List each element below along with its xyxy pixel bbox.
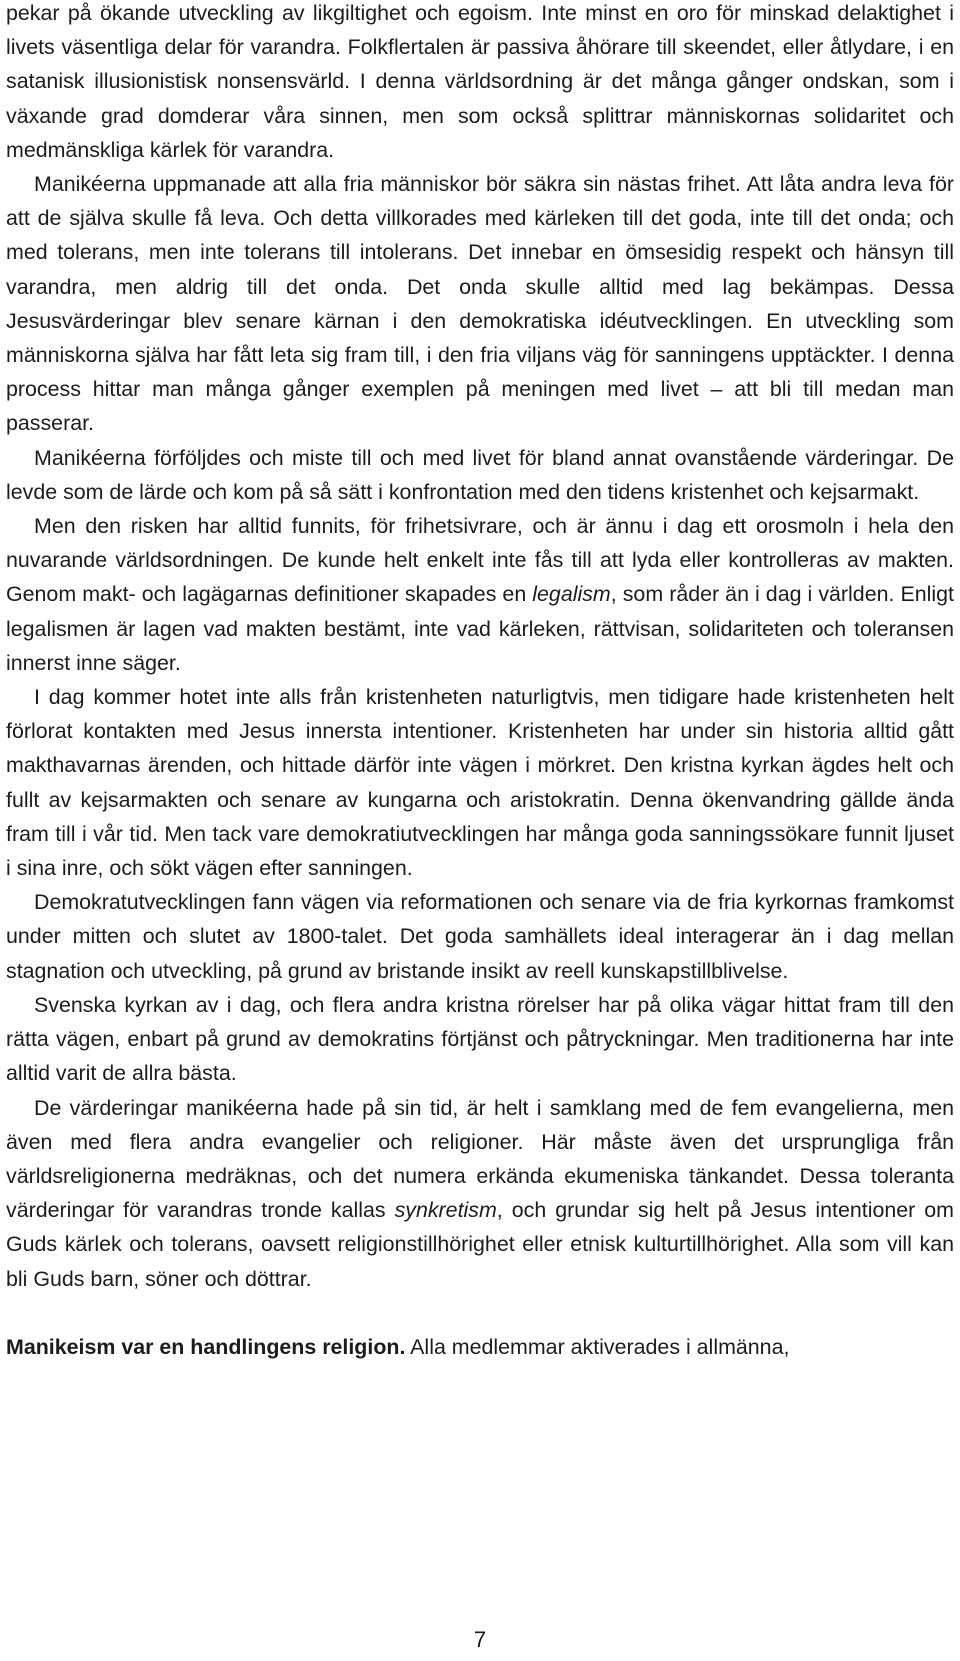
paragraph-3-text: Manikéerna förföljdes och miste till och med livet för bland annat ovanstående värderingar. De levde som de lärde och kom på så sätt i konfrontation med den tidens kristenhet och kejsarmakt. — [6, 445, 954, 504]
paragraph-4-emphasis: legalism — [532, 582, 611, 607]
document-page — [6, 0, 954, 1364]
paragraph-8-text-after: , och grundar sig helt på Jesus intentioner om Guds kärlek och tolerans, oavsett religionstillhörighet eller etnisk kulturtillhörighet. Alla som vill kan bli Guds barn, söner och döttrar. — [6, 1198, 954, 1291]
paragraph-8 — [6, 1091, 954, 1296]
paragraph-3 — [6, 441, 954, 509]
paragraph-4-text-before: Men den risken har alltid funnits, för frihetsivrare, och är ännu i dag ett orosmoln i hela den nuvarande världsordningen. De kunde helt enkelt inte fås till att lyda eller kontrolleras av makten. Genom makt- och lagägarnas definitioner skapades en — [6, 514, 954, 607]
page-number: 7 — [473, 1627, 487, 1652]
paragraph-6 — [6, 885, 954, 988]
paragraph-8-text-before: De värderingar manikéerna hade på sin tid, är helt i samklang med de fem evangelierna, men även med flera andra evangelier och religioner. Här måste även det ursprungliga från världsreligionerna medräknas, och det numera erkända ekumeniska tänkandet. Dessa toleranta värderingar för varandras tronde kallas — [6, 1095, 954, 1223]
paragraph-9-text-after: Alla medlemmar aktiverades i allmänna, — [405, 1334, 790, 1359]
paragraph-1-text: pekar på ökande utveckling av likgiltighet och egoism. Inte minst en oro för minskad delaktighet i livets väsentliga delar för varandra. Folkflertalen är passiva åhörare till skeendet, eller åtlydare, i en satanisk illusionistisk nonsensvärld. I denna världsordning är det många gånger ondskan, som i växande grad domderar våra sinnen, men som också splittrar människornas solidaritet och medmänskliga kärlek för varandra. — [6, 1, 954, 162]
paragraph-2-text: Manikéerna uppmanade att alla fria människor bör säkra sin nästas frihet. Att låta andra leva för att de själva skulle få leva. Och detta villkorades med kärleken till det goda, inte till det onda; och med tolerans, men inte tolerans till intolerans. Det innebar en ömsesidig respekt och hänsyn till varandra, men aldrig till det onda. Det onda skulle alltid med lag bekämpas. Dessa Jesusvärderingar blev senare kärnan i den demokratiska idéutvecklingen. En utveckling som människorna själva har fått leta sig fram till, i den fria viljans väg för sanningens upptäckter. I denna process hittar man många gånger exemplen på meningen med livet – att bli till medan man passerar. — [6, 172, 954, 436]
paragraph-6-text: Demokratutvecklingen fann vägen via reformationen och senare via de fria kyrkornas framkomst under mitten och slutet av 1800-talet. Det goda samhällets ideal interagerar än i dag mellan stagnation och utveckling, på grund av bristande insikt av reell kunskapstillblivelse. — [6, 890, 954, 983]
paragraph-4 — [6, 509, 954, 680]
paragraph-9-lead-in: Manikeism var en handlingens religion. — [6, 1334, 406, 1359]
paragraph-5 — [6, 680, 954, 885]
paragraph-5-text: I dag kommer hotet inte alls från kristenheten naturligtvis, men tidigare hade kristenheten helt förlorat kontakten med Jesus innersta intentioner. Kristenheten har under sin historia alltid gått makthavarnas ärenden, och hittade därför inte vägen i mörkret. Den kristna kyrkan ägdes helt och fullt av kejsarmakten och senare av kungarna och aristokratin. Denna ökenvandring gällde ända fram till i vår tid. Men tack vare demokratiutvecklingen har många goda sanningssökare funnit ljuset i sina inre, och sökt vägen efter sanningen. — [6, 685, 954, 881]
paragraph-2 — [6, 167, 954, 441]
paragraph-4-text-after: , som råder än i dag i världen. Enligt legalismen är lagen vad makten bestämt, inte vad kärleken, rättvisan, solidariteten och toleransen innerst inne säger. — [6, 582, 954, 675]
paragraph-9 — [6, 1330, 954, 1364]
paragraph-8-emphasis: synkretism — [394, 1198, 497, 1223]
paragraph-7-text: Svenska kyrkan av i dag, och flera andra kristna rörelser har på olika vägar hittat fram till den rätta vägen, enbart på grund av demokratins förtjänst och påtryckningar. Men traditionerna har inte alltid varit de allra bästa. — [6, 992, 954, 1086]
paragraph-7 — [6, 988, 954, 1091]
paragraph-1 — [6, 0, 954, 167]
